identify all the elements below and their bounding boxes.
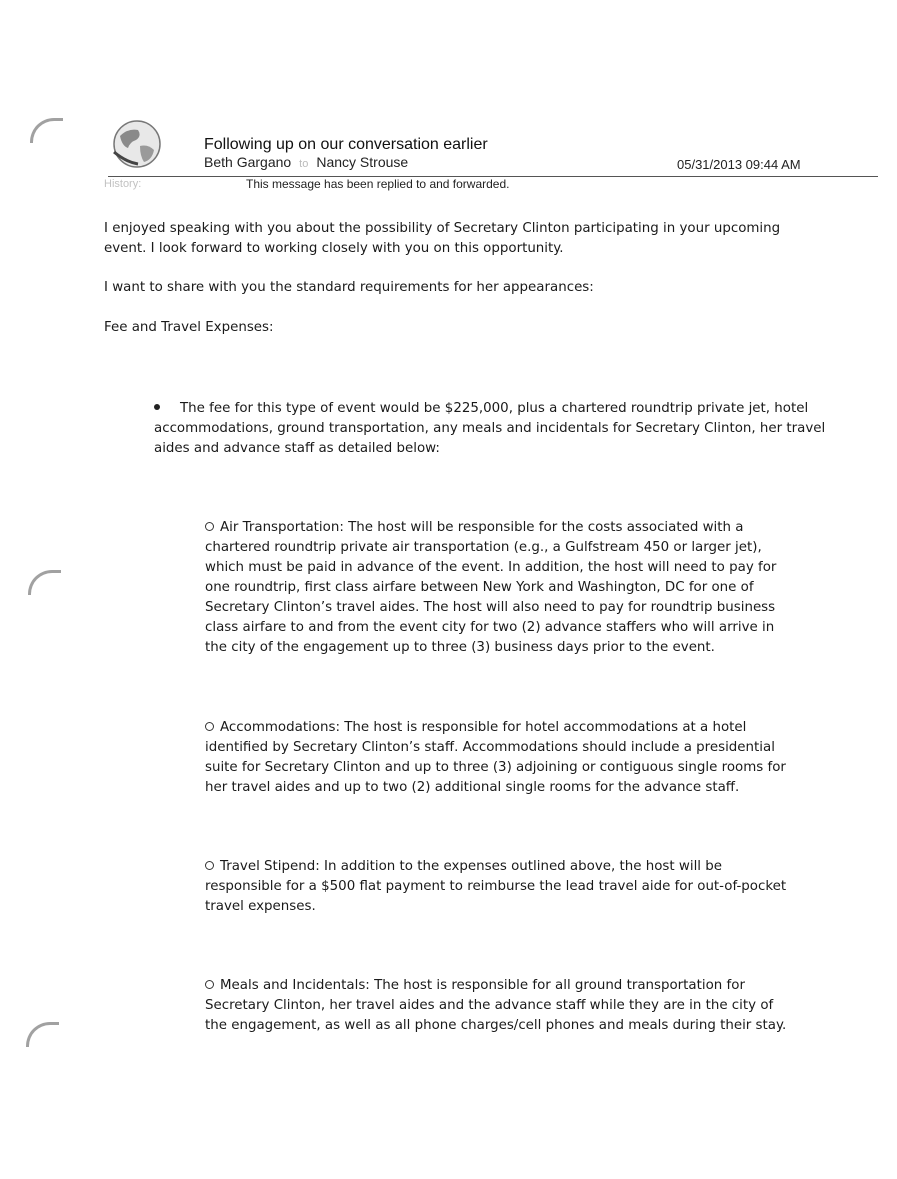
intro-paragraph: I enjoyed speaking with you about the possibility of Secretary Clinton participating in your upcoming event. I look forward to working closely with you on this opportunity. bbox=[104, 221, 781, 256]
share-paragraph: I want to share with you the standard requirements for her appearances: bbox=[104, 280, 594, 295]
meals-incidentals-text: Meals and Incidentals: The host is responsible for all ground transportation for Secretary Clinton, her travel aides and the advance staff while they are in the city of the engagement, as well as all phone charges/cell phones and meals during their stay. bbox=[205, 978, 787, 1033]
sender-name: Beth Gargano bbox=[204, 154, 292, 170]
circle-bullet-icon bbox=[205, 980, 214, 989]
travel-stipend-item bbox=[205, 857, 797, 917]
fee-bullet-text: The fee for this type of event would be $225,000, plus a chartered roundtrip private jet, hotel accommodations, ground transportation, any meals and incidentals for Secretary Clinton, her travel aides and advance staff as detailed below: bbox=[154, 401, 826, 456]
binder-hole-mark bbox=[26, 1022, 59, 1047]
meals-incidentals-item bbox=[205, 976, 797, 1036]
circle-bullet-icon bbox=[205, 722, 214, 731]
binder-hole-mark bbox=[28, 570, 61, 595]
accommodations-text: Accommodations: The host is responsible for hotel accommodations at a hotel identified by Secretary Clinton’s staff. Accommodations should include a presidential suite for Secretary Clinton and up to three (3) adjoining or contiguous single rooms for her travel aides and up to two (2) additional single rooms for the advance staff. bbox=[205, 720, 786, 795]
circle-bullet-icon bbox=[205, 522, 214, 531]
to-label: to bbox=[299, 158, 309, 170]
bullet-dot-icon bbox=[154, 404, 160, 410]
circle-bullet-icon bbox=[205, 861, 214, 870]
fee-bullet bbox=[154, 399, 854, 459]
history-label: History: bbox=[104, 178, 142, 190]
binder-hole-mark bbox=[30, 118, 63, 143]
travel-stipend-text: Travel Stipend: In addition to the expenses outlined above, the host will be responsible for a $500 flat payment to reimburse the lead travel aide for out-of-pocket travel expenses. bbox=[205, 859, 787, 914]
air-transportation-text: Air Transportation: The host will be responsible for the costs associated with a chartered roundtrip private air transportation (e.g., a Gulfstream 450 or larger jet), which must be paid in advance of the event. In addition, the host will need to pay for one roundtrip, first class airfare between New York and Washington, DC for one of Secretary Clinton’s travel aides. The host will also need to pay for roundtrip business class airfare to and from the event city for two (2) advance staffers who will arrive in the city of the engagement up to three (3) business days prior to the event. bbox=[205, 520, 777, 655]
message-status: This message has been replied to and forwarded. bbox=[246, 177, 510, 191]
air-transportation-item bbox=[205, 518, 797, 658]
section-heading: Fee and Travel Expenses: bbox=[104, 320, 274, 335]
accommodations-item bbox=[205, 718, 797, 798]
recipient-name: Nancy Strouse bbox=[316, 154, 409, 170]
email-sender-line bbox=[204, 154, 408, 170]
globe-icon bbox=[108, 118, 166, 170]
email-subject: Following up on our conversation earlier bbox=[204, 136, 488, 153]
email-date: 05/31/2013 09:44 AM bbox=[677, 157, 801, 172]
